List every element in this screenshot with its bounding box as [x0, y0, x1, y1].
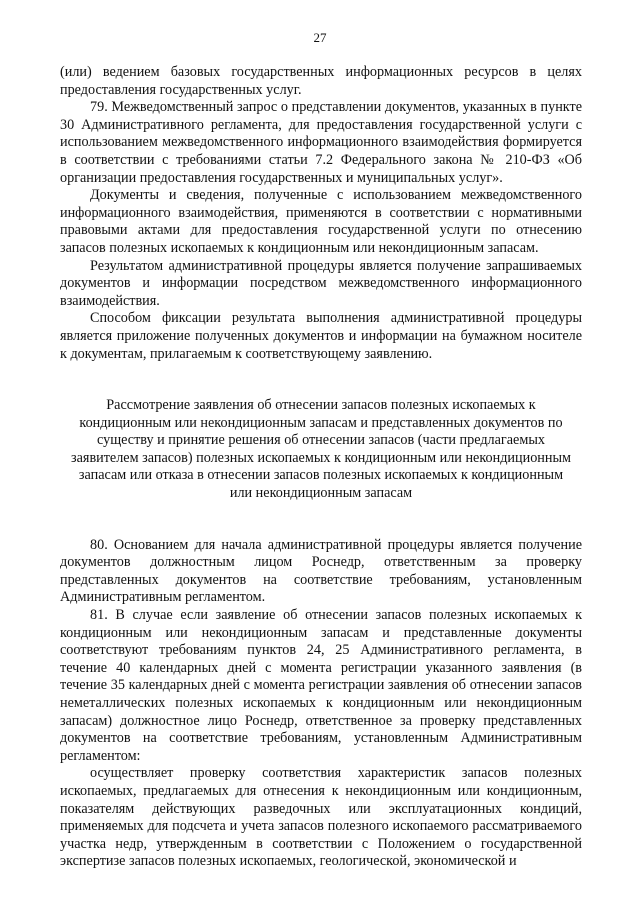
- paragraph-continuation: (или) ведением базовых государственных информационных ресурсов в целях предоставления государственных услуг.: [60, 64, 582, 98]
- paragraph-documents-info: Документы и сведения, полученные с использованием межведомственного информационного взаимодействия, применяются в соответствии с нормативными правовыми актами для предоставления государственной услуги по отнесению запасов полезных ископаемых к кондиционным или некондиционным запасам.: [60, 187, 582, 256]
- paragraph-verification: осуществляет проверку соответствия характеристик запасов полезных ископаемых, предлагаемых для отнесения к некондиционным или кондиционным, показателям действующих разведочных или эксплуатационных кондиций, применяемых для подсчета и учета запасов полезного ископаемого рассматриваемого участка недр, утвержденным в соответствии с Положением о государственной экспертизе запасов полезных ископаемых, геологической, экономической и: [60, 765, 582, 870]
- paragraph-79: 79. Межведомственный запрос о представлении документов, указанных в пункте 30 Административного регламента, для предоставления государственной услуги с использованием межведомственного информационного взаимодействия формируется в соответствии с требованиями статьи 7.2 Федерального закона № 210-ФЗ «Об организации предоставления государственных и муниципальных услуг».: [60, 99, 582, 186]
- document-body: [60, 64, 582, 871]
- paragraph-result: Результатом административной процедуры является получение запрашиваемых документов и информации посредством межведомственного информационного взаимодействия.: [60, 257, 582, 309]
- paragraph-81: 81. В случае если заявление об отнесении запасов полезных ископаемых к кондиционным или некондиционным запасам и представленные документы соответствуют требованиям пунктов 24, 25 Административного регламента, в течение 40 календарных дней с момента регистрации указанного заявления (в течение 35 календарных дней с момента регистрации заявления об отнесении запасов неметаллических полезных ископаемых к кондиционным или некондиционным запасам) должностное лицо Роснедр, ответственное за проверку представленных документов на соответствие требованиям, установленным Административным регламентом:: [60, 607, 582, 764]
- paragraph-80: 80. Основанием для начала административной процедуры является получение документов должностным лицом Роснедр, ответственным за проверку представленных документов на соответствие требованиям, установленным Административным регламентом.: [60, 536, 582, 606]
- paragraph-fixation-method: Способом фиксации результата выполнения административной процедуры является приложение полученных документов и информации на бумажном носителе к документам, прилагаемым к соответствующему заявлению.: [60, 310, 582, 362]
- section-heading: Рассмотрение заявления об отнесении запасов полезных ископаемых к кондиционным или некондиционным запасам и представленных документов по существу и принятие решения об отнесении запасов (части предлагаемых заявителем запасов) полезных ископаемых к кондиционным или некондиционным запасам или отказа в отнесении запасов полезных ископаемых к кондиционным или некондиционным запасам: [71, 397, 571, 502]
- page-number: 27: [313, 30, 327, 45]
